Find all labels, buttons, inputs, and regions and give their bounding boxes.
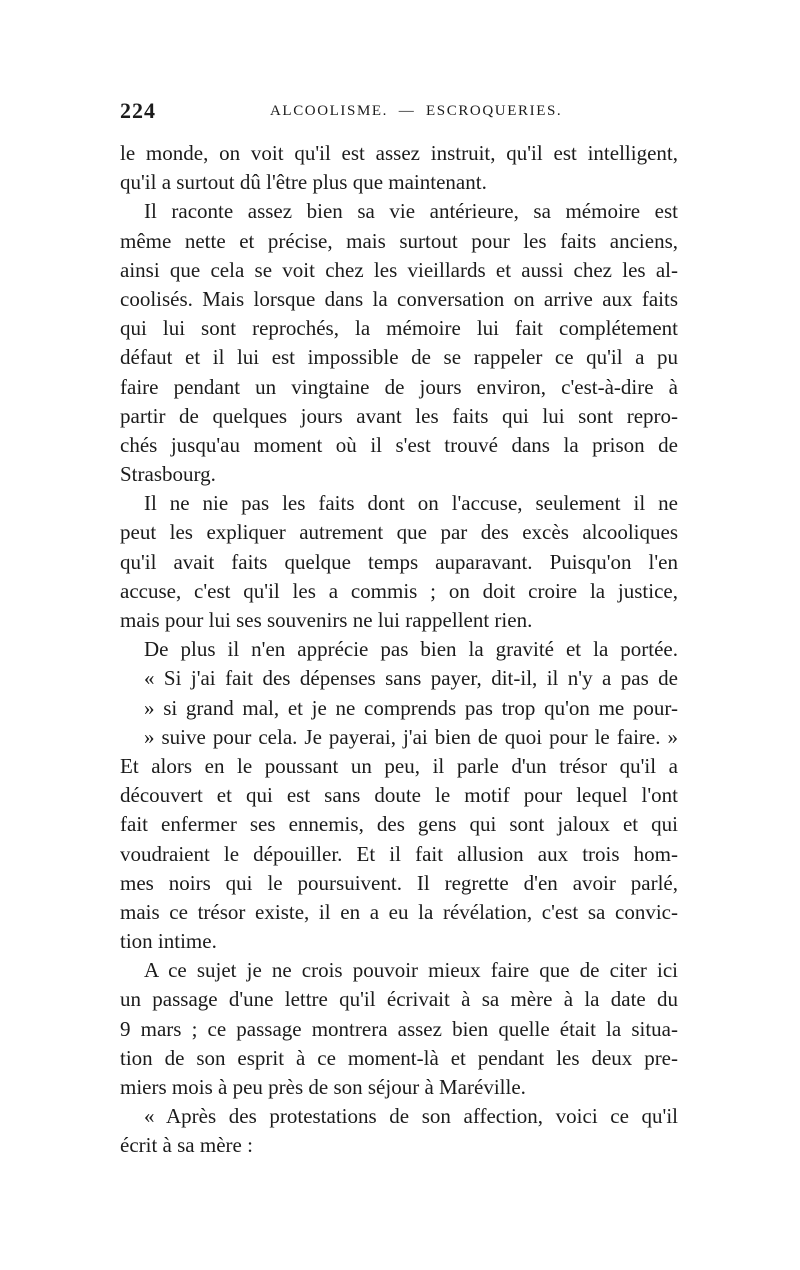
text-line: coolisés. Mais lorsque dans la conversation on arrive aux faits xyxy=(120,286,678,311)
text-line: « Si j'ai fait des dépenses sans payer, dit-il, il n'y a pas de xyxy=(144,666,678,691)
text-line: miers mois à peu près de son séjour à Maréville. xyxy=(120,1075,526,1099)
text-line: découvert et qui est sans doute le motif pour lequel l'ont xyxy=(120,783,678,808)
text-line: mes noirs qui le poursuivent. Il regrette d'en avoir parlé, xyxy=(120,870,678,895)
text-line: mais ce trésor existe, il en a eu la révélation, c'est sa convic- xyxy=(120,899,678,924)
text-line: qu'il a surtout dû l'être plus que maintenant. xyxy=(120,170,487,195)
text-line: « Après des protestations de son affection, voici ce qu'il xyxy=(144,1104,678,1129)
text-line: même nette et précise, mais surtout pour les faits anciens, xyxy=(120,228,678,253)
text-line: Strasbourg. xyxy=(120,462,216,487)
page-header xyxy=(120,98,680,128)
text-line: Il raconte assez bien sa vie antérieure, sa mémoire est xyxy=(144,199,678,224)
body-text xyxy=(120,139,678,1161)
text-line: qui lui sont reprochés, la mémoire lui fait complétement xyxy=(120,316,678,341)
text-line: Et alors en le poussant un peu, il parle d'un trésor qu'il a xyxy=(120,753,678,778)
text-line: tion de son esprit à ce moment-là et pendant les deux pre- xyxy=(120,1045,678,1070)
text-line: ainsi que cela se voit chez les vieillards et aussi chez les al- xyxy=(120,257,678,282)
text-line: fait enfermer ses ennemis, des gens qui sont jaloux et qui xyxy=(120,812,678,837)
text-line: Il ne nie pas les faits dont on l'accuse, seulement il ne xyxy=(144,491,678,516)
text-line: le monde, on voit qu'il est assez instruit, qu'il est intelligent, xyxy=(120,141,678,165)
text-line: chés jusqu'au moment où il s'est trouvé dans la prison de xyxy=(120,432,678,457)
text-line: peut les expliquer autrement que par des excès alcooliques xyxy=(120,520,678,545)
text-line: 9 mars ; ce passage montrera assez bien quelle était la situa- xyxy=(120,1016,678,1041)
text-line: qu'il avait faits quelque temps auparavant. Puisqu'on l'en xyxy=(120,549,678,574)
text-line: un passage d'une lettre qu'il écrivait à sa mère à la date du xyxy=(120,987,678,1012)
text-line: A ce sujet je ne crois pouvoir mieux faire que de citer ici xyxy=(144,958,678,983)
text-line: De plus il n'en apprécie pas bien la gravité et la portée. xyxy=(144,637,678,662)
text-line: tion intime. xyxy=(120,929,217,954)
text-line: écrit à sa mère : xyxy=(120,1133,253,1158)
text-line: » si grand mal, et je ne comprends pas trop qu'on me pour- xyxy=(144,695,678,720)
text-line: voudraient le dépouiller. Et il fait allusion aux trois hom- xyxy=(120,841,678,866)
text-line: » suive pour cela. Je payerai, j'ai bien de quoi pour le faire. » xyxy=(144,724,678,749)
text-line: accuse, c'est qu'il les a commis ; on doit croire la justice, xyxy=(120,578,678,603)
text-line: défaut et il lui est impossible de se rappeler ce qu'il a pu xyxy=(120,345,678,370)
text-line: mais pour lui ses souvenirs ne lui rappellent rien. xyxy=(120,608,533,632)
text-line: partir de quelques jours avant les faits qui lui sont repro- xyxy=(120,403,678,428)
text-line: faire pendant un vingtaine de jours environ, c'est-à-dire à xyxy=(120,374,678,399)
running-title: ALCOOLISME. — ESCROQUERIES. xyxy=(270,103,563,119)
page-number: 224 xyxy=(120,98,156,123)
